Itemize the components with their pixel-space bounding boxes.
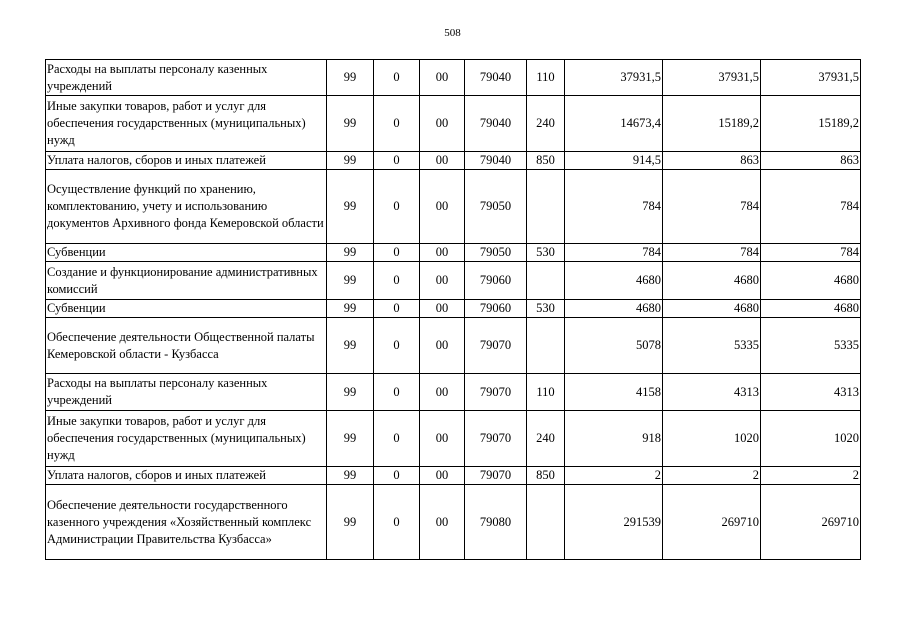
- cell-code-2: 0: [374, 318, 420, 374]
- cell-code-4: 79080: [465, 485, 527, 560]
- cell-code-3: 00: [420, 152, 465, 170]
- cell-code-2: 0: [374, 485, 420, 560]
- cell-code-1: 99: [327, 411, 374, 467]
- cell-value-2: 5335: [663, 318, 761, 374]
- cell-value-3: 1020: [761, 411, 861, 467]
- row-name: Расходы на выплаты персоналу казенных учреждений: [46, 60, 327, 96]
- cell-code-5: 530: [527, 244, 565, 262]
- cell-value-1: 4680: [565, 262, 663, 300]
- cell-value-1: 291539: [565, 485, 663, 560]
- cell-value-2: 1020: [663, 411, 761, 467]
- row-name: Создание и функционирование административных комиссий: [46, 262, 327, 300]
- table-row: [46, 411, 861, 467]
- cell-value-2: 784: [663, 170, 761, 244]
- cell-code-2: 0: [374, 300, 420, 318]
- cell-code-5: 240: [527, 411, 565, 467]
- cell-code-1: 99: [327, 374, 374, 411]
- cell-code-2: 0: [374, 411, 420, 467]
- cell-code-4: 79070: [465, 374, 527, 411]
- cell-value-3: 269710: [761, 485, 861, 560]
- cell-code-3: 00: [420, 170, 465, 244]
- table-row: [46, 170, 861, 244]
- cell-code-1: 99: [327, 244, 374, 262]
- cell-value-1: 2: [565, 467, 663, 485]
- cell-code-4: 79060: [465, 300, 527, 318]
- cell-value-1: 14673,4: [565, 96, 663, 152]
- cell-value-3: 37931,5: [761, 60, 861, 96]
- cell-value-1: 5078: [565, 318, 663, 374]
- cell-value-3: 863: [761, 152, 861, 170]
- cell-code-2: 0: [374, 152, 420, 170]
- table-row: [46, 467, 861, 485]
- row-name: Иные закупки товаров, работ и услуг для обеспечения государственных (муниципальных) нужд: [46, 411, 327, 467]
- cell-code-3: 00: [420, 374, 465, 411]
- cell-code-3: 00: [420, 244, 465, 262]
- cell-value-3: 2: [761, 467, 861, 485]
- cell-value-2: 4680: [663, 300, 761, 318]
- cell-code-2: 0: [374, 467, 420, 485]
- cell-code-1: 99: [327, 152, 374, 170]
- cell-code-1: 99: [327, 60, 374, 96]
- cell-code-3: 00: [420, 467, 465, 485]
- table-row: [46, 262, 861, 300]
- cell-value-1: 914,5: [565, 152, 663, 170]
- row-name: Уплата налогов, сборов и иных платежей: [46, 152, 327, 170]
- cell-code-1: 99: [327, 467, 374, 485]
- cell-code-5: [527, 485, 565, 560]
- row-name: Субвенции: [46, 300, 327, 318]
- cell-code-3: 00: [420, 96, 465, 152]
- cell-code-4: 79070: [465, 467, 527, 485]
- cell-code-3: 00: [420, 411, 465, 467]
- cell-code-3: 00: [420, 262, 465, 300]
- row-name: Уплата налогов, сборов и иных платежей: [46, 467, 327, 485]
- cell-code-4: 79040: [465, 60, 527, 96]
- cell-code-4: 79040: [465, 96, 527, 152]
- table-row: [46, 374, 861, 411]
- row-name: Обеспечение деятельности Общественной палаты Кемеровской области - Кузбасса: [46, 318, 327, 374]
- cell-code-2: 0: [374, 374, 420, 411]
- cell-code-1: 99: [327, 96, 374, 152]
- cell-value-2: 15189,2: [663, 96, 761, 152]
- cell-value-2: 37931,5: [663, 60, 761, 96]
- cell-value-2: 4680: [663, 262, 761, 300]
- table-row: [46, 244, 861, 262]
- cell-code-5: 850: [527, 152, 565, 170]
- table-row: [46, 485, 861, 560]
- cell-code-5: 110: [527, 60, 565, 96]
- cell-code-2: 0: [374, 244, 420, 262]
- cell-value-1: 4158: [565, 374, 663, 411]
- cell-value-1: 918: [565, 411, 663, 467]
- budget-table: [45, 59, 861, 560]
- row-name: Расходы на выплаты персоналу казенных учреждений: [46, 374, 327, 411]
- cell-code-4: 79040: [465, 152, 527, 170]
- cell-code-5: 240: [527, 96, 565, 152]
- cell-value-1: 4680: [565, 300, 663, 318]
- cell-code-4: 79050: [465, 170, 527, 244]
- table-row: [46, 60, 861, 96]
- cell-code-5: 110: [527, 374, 565, 411]
- cell-value-3: 15189,2: [761, 96, 861, 152]
- cell-code-5: [527, 170, 565, 244]
- cell-value-3: 4313: [761, 374, 861, 411]
- cell-code-1: 99: [327, 262, 374, 300]
- cell-code-3: 00: [420, 300, 465, 318]
- cell-code-1: 99: [327, 170, 374, 244]
- row-name: Иные закупки товаров, работ и услуг для обеспечения государственных (муниципальных) нужд: [46, 96, 327, 152]
- cell-value-3: 784: [761, 170, 861, 244]
- row-name: Осуществление функций по хранению, комплектованию, учету и использованию документов Архивного фонда Кемеровской области: [46, 170, 327, 244]
- cell-value-1: 37931,5: [565, 60, 663, 96]
- cell-code-4: 79060: [465, 262, 527, 300]
- cell-code-5: [527, 262, 565, 300]
- cell-code-1: 99: [327, 318, 374, 374]
- cell-code-4: 79050: [465, 244, 527, 262]
- cell-code-4: 79070: [465, 411, 527, 467]
- cell-code-3: 00: [420, 60, 465, 96]
- cell-code-5: [527, 318, 565, 374]
- cell-value-2: 2: [663, 467, 761, 485]
- cell-value-1: 784: [565, 170, 663, 244]
- cell-value-3: 4680: [761, 300, 861, 318]
- cell-code-2: 0: [374, 262, 420, 300]
- cell-value-2: 4313: [663, 374, 761, 411]
- cell-code-5: 850: [527, 467, 565, 485]
- cell-code-2: 0: [374, 96, 420, 152]
- table-row: [46, 152, 861, 170]
- cell-code-3: 00: [420, 485, 465, 560]
- cell-code-3: 00: [420, 318, 465, 374]
- cell-value-3: 4680: [761, 262, 861, 300]
- cell-value-1: 784: [565, 244, 663, 262]
- page-number: 508: [444, 27, 461, 39]
- table-row: [46, 96, 861, 152]
- table-row: [46, 300, 861, 318]
- cell-value-2: 784: [663, 244, 761, 262]
- cell-code-1: 99: [327, 300, 374, 318]
- cell-value-2: 269710: [663, 485, 761, 560]
- cell-value-2: 863: [663, 152, 761, 170]
- cell-value-3: 5335: [761, 318, 861, 374]
- cell-code-1: 99: [327, 485, 374, 560]
- table-row: [46, 318, 861, 374]
- row-name: Обеспечение деятельности государственного казенного учреждения «Хозяйственный комплекс Администрации Правительства Кузбасса»: [46, 485, 327, 560]
- cell-code-5: 530: [527, 300, 565, 318]
- cell-code-2: 0: [374, 60, 420, 96]
- cell-code-2: 0: [374, 170, 420, 244]
- cell-code-4: 79070: [465, 318, 527, 374]
- cell-value-3: 784: [761, 244, 861, 262]
- row-name: Субвенции: [46, 244, 327, 262]
